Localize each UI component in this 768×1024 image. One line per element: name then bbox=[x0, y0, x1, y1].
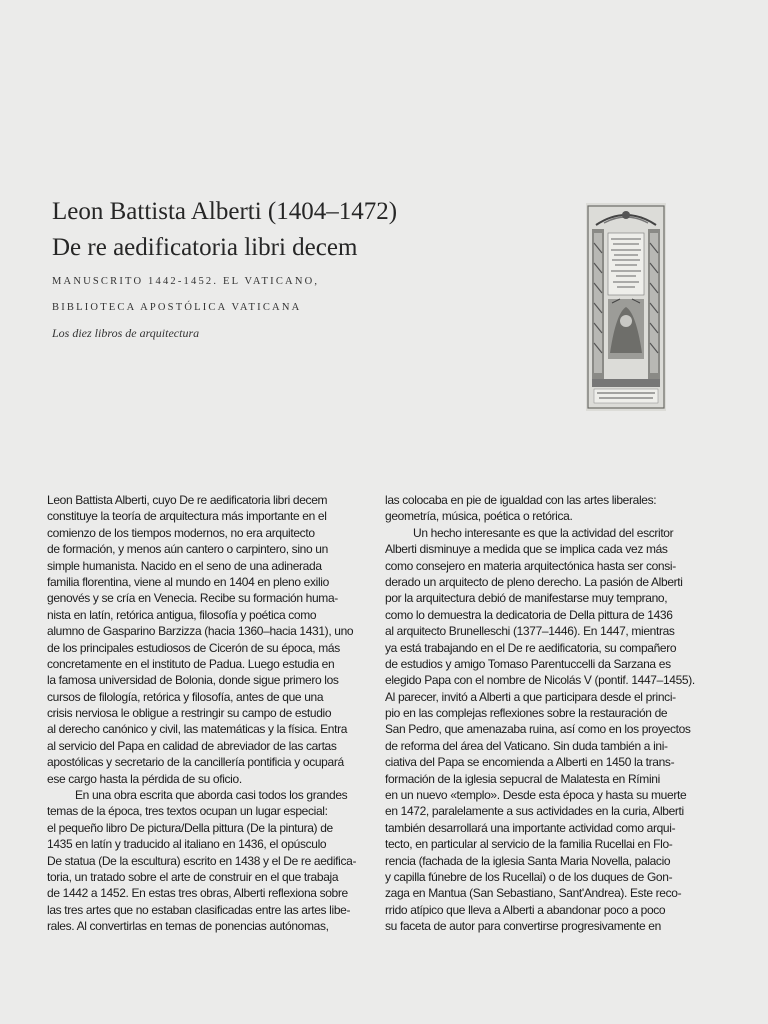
text-line: al derecho canónico y civil, las matemáticas y la física. Entra bbox=[47, 722, 348, 737]
text-line: temas de la época, tres textos ocupan un lugar especial: bbox=[47, 804, 328, 819]
text-line: ese cargo hasta la pérdida de su oficio. bbox=[47, 771, 242, 786]
library-info: BIBLIOTECA APOSTÓLICA VATICANA bbox=[52, 302, 302, 313]
text-line: como consejero en materia arquitectónica hasta ser consi- bbox=[385, 558, 676, 573]
text-line: elegido Papa con el nombre de Nicolás V (pontif. 1447–1455). bbox=[385, 673, 695, 688]
text-line: concretamente en el instituto de Padua. Luego estudia en bbox=[47, 656, 335, 671]
text-line: en un nuevo «templo». Desde esta época y hasta su muerte bbox=[385, 788, 687, 803]
text-line: y capilla fúnebre de los Rucellai) o de los duques de Gon- bbox=[385, 869, 673, 884]
text-line: las tres artes que no estaban clasificadas entre las artes libe- bbox=[47, 902, 351, 917]
text-line: rrido atípico que lleva a Alberti a abandonar poco a poco bbox=[385, 902, 666, 917]
text-line: también desarrollará una importante actividad como arqui- bbox=[385, 820, 676, 835]
page-title: Leon Battista Alberti (1404–1472) bbox=[52, 198, 398, 225]
text-line: De statua (De la escultura) escrito en 1438 y el De re aedifica- bbox=[47, 853, 357, 868]
text-line: 1435 en latín y traducido al italiano en 1436, el opúsculo bbox=[47, 837, 327, 852]
text-line: la famosa universidad de Bolonia, donde sigue primero los bbox=[47, 673, 339, 688]
text-line: Al parecer, invitó a Alberti a que participara desde el princi- bbox=[385, 689, 676, 704]
book-title: De re aedificatoria libri decem bbox=[52, 234, 358, 261]
text-line: tecto, en particular al servicio de la familia Rucellai en Flo- bbox=[385, 837, 673, 852]
text-line: de 1442 a 1452. En estas tres obras, Alberti reflexiona sobre bbox=[47, 886, 348, 901]
text-line: Leon Battista Alberti, cuyo De re aedificatoria libri decem bbox=[47, 493, 328, 507]
text-line: de formación, y menos aún cantero o carpintero, sino un bbox=[47, 542, 328, 557]
manuscript-frontispiece-image bbox=[586, 203, 666, 411]
text-line: San Pedro, que amenazaba ruina, así como en los proyectos bbox=[385, 722, 691, 737]
text-line: apostólicas y secretario de la cancillería pontificia y ocupará bbox=[47, 755, 344, 770]
text-line: geometría, música, poética o retórica. bbox=[385, 509, 573, 524]
text-line: el pequeño libro De pictura/Della pittura (De la pintura) de bbox=[47, 820, 333, 835]
text-line: como lo demuestra la dedicatoria de Della pittura de 1436 bbox=[385, 607, 673, 622]
text-line: nista en latín, retórica antigua, filosofía y poética como bbox=[47, 607, 317, 622]
text-line: pio en las complejas reflexiones sobre la restauración de bbox=[385, 706, 668, 721]
text-line: ciativa del Papa se encomienda a Alberti en 1450 la trans- bbox=[385, 755, 675, 770]
text-line: Alberti disminuye a medida que se implica cada vez más bbox=[385, 542, 668, 557]
text-line: por la arquitectura debió de manifestarse muy temprano, bbox=[385, 591, 668, 606]
text-line: al servicio del Papa en calidad de abreviador de las cartas bbox=[47, 738, 337, 753]
text-line: comienzo de los tiempos modernos, no era arquitecto bbox=[47, 525, 315, 540]
text-line: En una obra escrita que aborda casi todos los grandes bbox=[75, 788, 348, 803]
text-line: ya está trabajando en el De re aedificatoria, su compañero bbox=[385, 640, 677, 655]
text-line: constituye la teoría de arquitectura más importante en el bbox=[47, 509, 327, 524]
text-line: al arquitecto Brunelleschi (1377–1446). En 1447, mientras bbox=[385, 624, 675, 639]
text-line: simple humanista. Nacido en el seno de una adinerada bbox=[47, 558, 322, 573]
text-column-left bbox=[47, 492, 363, 935]
text-line: formación de la iglesia sepucral de Malatesta en Rímini bbox=[385, 771, 660, 786]
text-line: familia florentina, viene al mundo en 1404 en pleno exilio bbox=[47, 574, 329, 589]
text-line: cursos de filología, retórica y filosofía, antes de que una bbox=[47, 689, 324, 704]
text-line: alumno de Gasparino Barzizza (hacia 1360–hacia 1431), uno bbox=[47, 624, 354, 639]
text-line: derado un arquitecto de pleno derecho. La pasión de Alberti bbox=[385, 574, 683, 589]
text-line: de los principales estudiosos de Cicerón de su época, más bbox=[47, 640, 340, 655]
manuscript-info: MANUSCRITO 1442-1452. EL VATICANO, bbox=[52, 276, 320, 287]
text-line: de reforma del área del Vaticano. Sin duda también a ini- bbox=[385, 738, 668, 753]
text-line: de estudios y amigo Tomaso Parentuccelli da Sarzana es bbox=[385, 656, 671, 671]
text-line: crisis nerviosa le obligue a restringir su campo de estudio bbox=[47, 706, 332, 721]
text-line: rencia (fachada de la iglesia Santa Maria Novella, palacio bbox=[385, 853, 671, 868]
text-line: genovés y se cría en Venecia. Recibe su formación huma- bbox=[47, 591, 338, 606]
text-line: zaga en Mantua (San Sebastiano, Sant'Andrea). Este reco- bbox=[385, 886, 682, 901]
text-column-right bbox=[385, 492, 695, 935]
text-line: su faceta de autor para convertirse progresivamente en bbox=[385, 919, 661, 934]
translated-title: Los diez libros de arquitectura bbox=[52, 326, 200, 340]
text-line: en 1472, paralelamente a sus actividades en la curia, Alberti bbox=[385, 804, 684, 819]
text-line: rales. Al convertirlas en temas de ponencias autónomas, bbox=[47, 919, 329, 934]
text-line: las colocaba en pie de igualdad con las artes liberales: bbox=[385, 493, 657, 507]
text-line: Un hecho interesante es que la actividad del escritor bbox=[413, 525, 674, 540]
text-line: toria, un tratado sobre el arte de construir en el que trabaja bbox=[47, 869, 339, 884]
